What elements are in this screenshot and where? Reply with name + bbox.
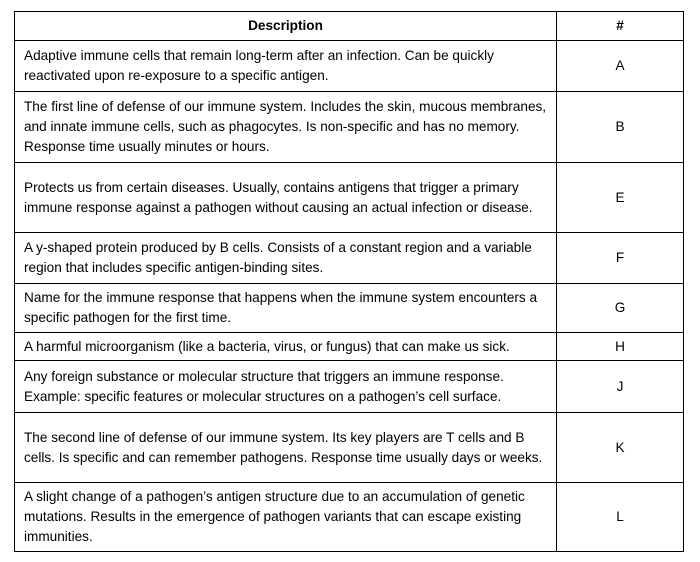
table-row xyxy=(15,413,684,483)
row-description: Any foreign substance or molecular structure that triggers an immune response. Example: specific features or molecular structures on a pathogen’s cell surface. xyxy=(15,361,557,413)
table-row xyxy=(15,333,684,361)
header-description: Description xyxy=(15,12,557,41)
row-letter: G xyxy=(557,284,684,333)
row-letter: E xyxy=(557,163,684,233)
description-table xyxy=(14,11,684,552)
row-description: A harmful microorganism (like a bacteria, virus, or fungus) that can make us sick. xyxy=(15,333,557,361)
table-row xyxy=(15,233,684,284)
row-description: A y-shaped protein produced by B cells. Consists of a constant region and a variable region that includes specific antigen-binding sites. xyxy=(15,233,557,284)
table-row xyxy=(15,361,684,413)
table-row xyxy=(15,41,684,92)
table-row xyxy=(15,163,684,233)
table-row xyxy=(15,483,684,552)
row-description: The second line of defense of our immune system. Its key players are T cells and B cells. Is specific and can remember pathogens. Response time usually days or weeks. xyxy=(15,413,557,483)
row-description: Protects us from certain diseases. Usually, contains antigens that trigger a primary immune response against a pathogen without causing an actual infection or disease. xyxy=(15,163,557,233)
table-header-row xyxy=(15,12,684,41)
row-description: A slight change of a pathogen’s antigen structure due to an accumulation of genetic mutations. Results in the emergence of pathogen variants that can escape existing immunities. xyxy=(15,483,557,552)
table-row xyxy=(15,284,684,333)
row-letter: A xyxy=(557,41,684,92)
table-row xyxy=(15,92,684,163)
row-letter: B xyxy=(557,92,684,163)
row-letter: L xyxy=(557,483,684,552)
row-letter: H xyxy=(557,333,684,361)
row-description: Adaptive immune cells that remain long-term after an infection. Can be quickly reactivated upon re-exposure to a specific antigen. xyxy=(15,41,557,92)
row-description: Name for the immune response that happens when the immune system encounters a specific pathogen for the first time. xyxy=(15,284,557,333)
row-description: The first line of defense of our immune system. Includes the skin, mucous membranes, and innate immune cells, such as phagocytes. Is non-specific and has no memory. Response time usually minutes or hours. xyxy=(15,92,557,163)
row-letter: J xyxy=(557,361,684,413)
row-letter: K xyxy=(557,413,684,483)
header-number: # xyxy=(557,12,684,41)
row-letter: F xyxy=(557,233,684,284)
